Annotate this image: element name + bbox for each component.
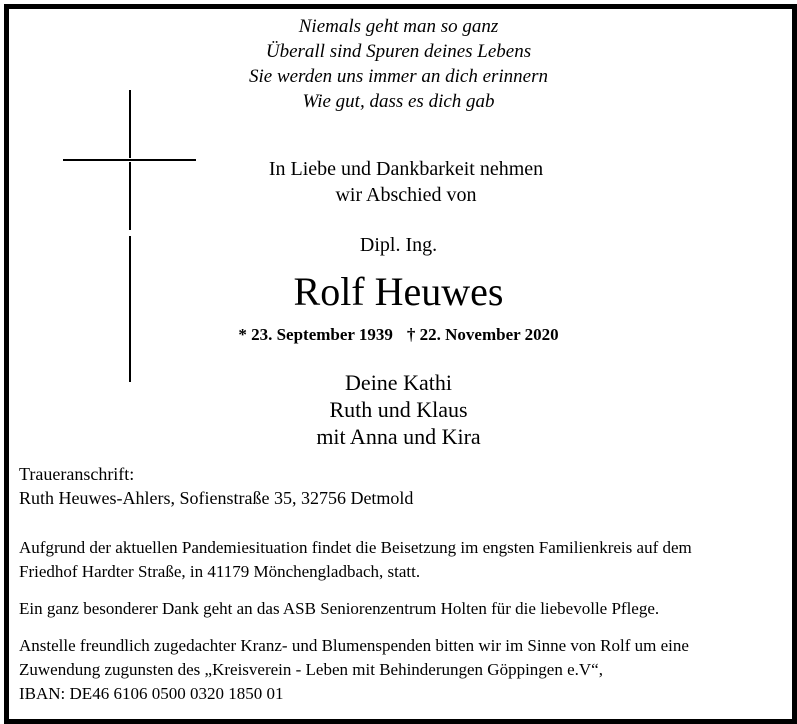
donation-notice [19, 634, 779, 706]
family-line: Ruth und Klaus [329, 397, 468, 422]
poem-line: Überall sind Spuren deines Lebens [265, 41, 532, 62]
family-line: mit Anna und Kira [316, 424, 481, 449]
family-signatures [0, 369, 797, 450]
iban-line: IBAN: DE46 6106 0500 0320 1850 01 [19, 684, 284, 703]
notice-line: Aufgrund der aktuellen Pandemiesituation findet die Beisetzung im engsten Familienkreis auf dem [19, 538, 692, 557]
notice-line: Zuwendung zugunsten des „Kreisverein - Leben mit Behinderungen Göppingen e.V“, [19, 660, 603, 679]
mourning-address [19, 462, 413, 510]
thanks-notice [19, 597, 779, 621]
poem-line: Sie werden uns immer an dich erinnern [248, 66, 549, 87]
address-label: Traueranschrift: [19, 464, 135, 484]
poem [0, 14, 797, 114]
notice-line: Friedhof Hardter Straße, in 41179 Mönchengladbach, statt. [19, 562, 421, 581]
deceased-name: Rolf Heuwes [293, 269, 504, 314]
family-line: Deine Kathi [345, 370, 452, 395]
intro-line: wir Abschied von [335, 184, 477, 206]
birth-date: * 23. September 1939 [238, 325, 393, 344]
address-value: Ruth Heuwes-Ahlers, Sofienstraße 35, 32756 Detmold [19, 488, 414, 508]
intro-text [200, 156, 612, 208]
cross-vertical-top [129, 90, 131, 158]
poem-line: Niemals geht man so ganz [298, 16, 499, 37]
notice-line: Ein ganz besonderer Dank geht an das ASB Seniorenzentrum Holten für die liebevolle Pflege. [19, 599, 660, 618]
funeral-notice [19, 536, 779, 584]
intro-line: In Liebe und Dankbarkeit nehmen [268, 158, 544, 180]
cross-horizontal [63, 159, 196, 161]
deceased-title: Dipl. Ing. [359, 234, 438, 256]
notice-line: Anstelle freundlich zugedachter Kranz- und Blumenspenden bitten wir im Sinne von Rolf um eine [19, 636, 689, 655]
death-date: † 22. November 2020 [406, 325, 559, 344]
poem-line: Wie gut, dass es dich gab [302, 91, 495, 112]
life-dates [0, 324, 797, 346]
cross-vertical-middle [129, 162, 131, 230]
